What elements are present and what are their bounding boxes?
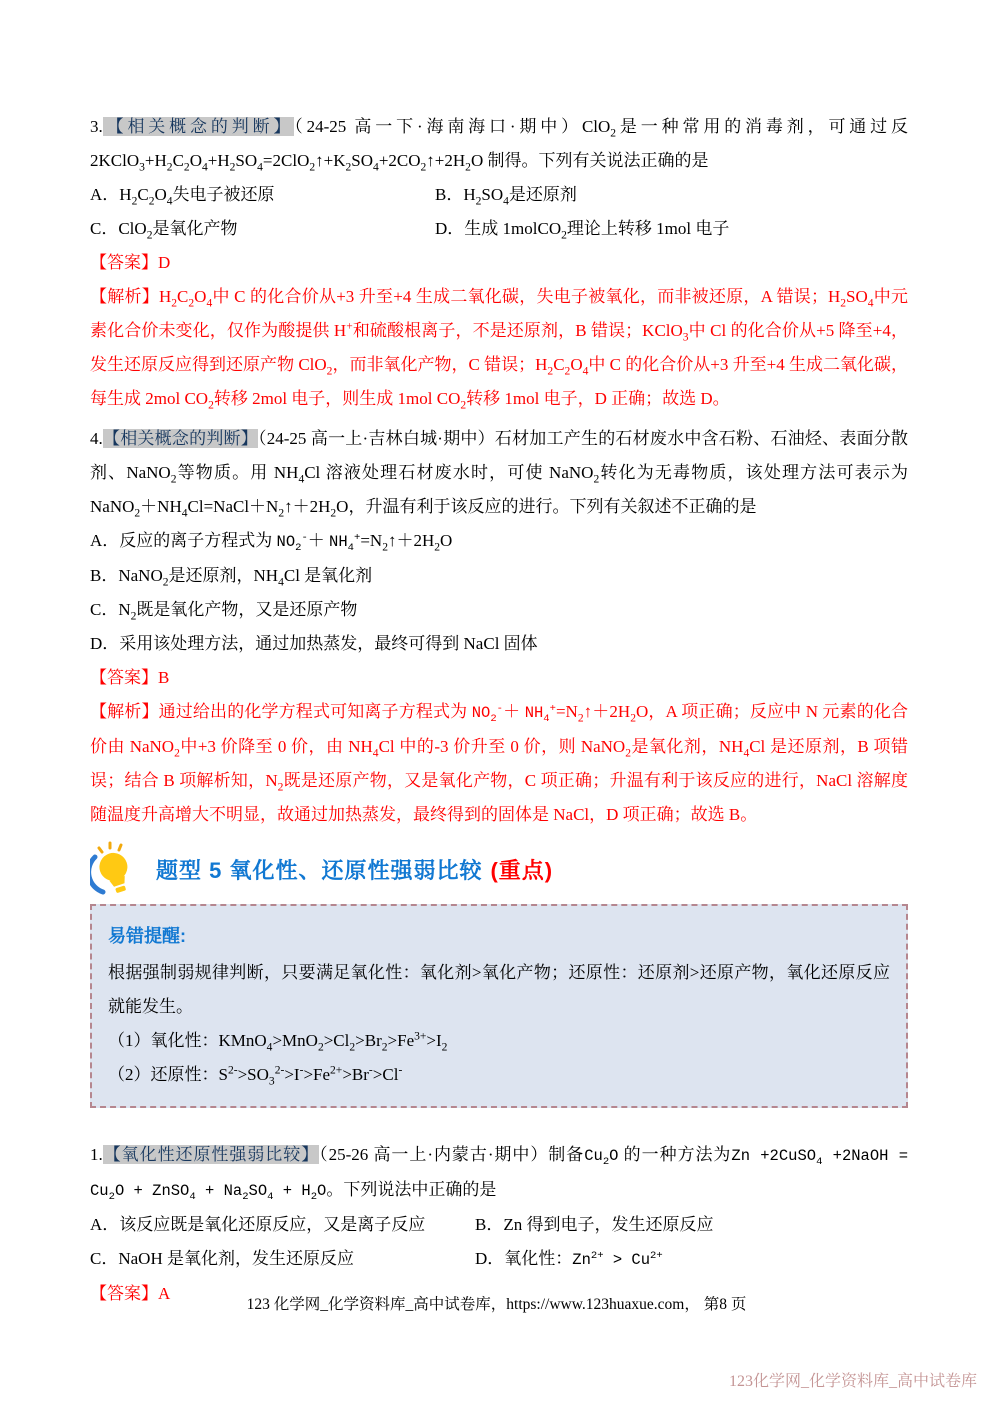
question-4-stem xyxy=(90,422,908,524)
tip-box-item-1: （1）氧化性：$KMnO_4>MnO_2>Cl_2>Br_2>Fe^{3+}>I_2$ xyxy=(108,1029,448,1054)
option-text: 氧化性：$Zn^{2+} > Cu^{2+}$ xyxy=(504,1249,663,1269)
option-text: $H_2SO_4$是还原剂 xyxy=(463,185,577,208)
question-stem-text: （24-25 高一下·海南海口·期中）ClO$_2$是一种常用的消毒剂，可通过反$2KClO_3+H_2C_2O_4+H_2SO_4=2ClO_2↑+K_2SO_4+2CO_2↑+2H_2O$ 制得。下列有关说法正确的是 xyxy=(90,117,909,174)
option-label: D． xyxy=(90,634,120,653)
option-label: C． xyxy=(90,600,119,619)
answer-value: B xyxy=(158,668,170,687)
tip-box-intro: 根据强制弱规律判断，只要满足氧化性：氧化剂>氧化产物；还原性：还原剂>还原产物，氧化还原反应就能发生。 xyxy=(108,963,890,1016)
question-topic-tag: 【相关概念的判断】 xyxy=(102,429,258,448)
tip-box-title: 易错提醒: xyxy=(108,926,186,946)
option-text: NaOH 是氧化剂，发生还原反应 xyxy=(118,1249,354,1268)
option-text: 采用该处理方法，通过加热蒸发，最终可得到 NaCl 固体 xyxy=(119,634,538,653)
answer-value: D xyxy=(158,253,171,272)
option-text: $H_2C_2O_4$失电子被还原 xyxy=(119,185,275,208)
answer-line xyxy=(90,661,908,695)
analysis-label: 【解析】 xyxy=(90,287,159,306)
option-c xyxy=(90,212,435,246)
question-4 xyxy=(90,422,908,832)
answer-label: 【答案】 xyxy=(90,1284,158,1303)
answer-label: 【答案】 xyxy=(90,253,158,272)
option-label: B． xyxy=(475,1215,504,1234)
option-b xyxy=(90,559,908,593)
option-c xyxy=(90,593,908,627)
question-number: 1. xyxy=(90,1145,103,1164)
question-topic-tag: 【相关概念的判断】 xyxy=(102,117,295,136)
option-b xyxy=(475,1208,908,1242)
tip-box-item-2: （2）还原性：$S^{2-}>SO_3^{2-}>I^->Fe^{2+}>Br^->Cl^-$ xyxy=(108,1063,403,1088)
answer-line xyxy=(90,246,908,280)
site-watermark: 123化学网_化学资料库_高中试卷库 xyxy=(728,1373,977,1390)
question-number: 3. xyxy=(90,117,103,136)
option-d xyxy=(435,212,908,246)
question-number: 4. xyxy=(90,429,103,448)
tip-box xyxy=(90,904,908,1108)
page-footer: 123 化学网_化学资料库_高中试卷库，https://www.123huaxue.com， 第8 页 xyxy=(246,1296,747,1313)
option-text: 生成 1molCO$_2$理论上转移 1mol 电子 xyxy=(464,219,730,242)
section-title-text: 题型 5 氧化性、还原性强弱比较 xyxy=(156,857,483,883)
question-3-stem xyxy=(90,110,908,178)
question-3 xyxy=(90,110,908,416)
option-a xyxy=(90,1208,475,1242)
option-d xyxy=(90,627,908,661)
answer-label: 【答案】 xyxy=(90,668,158,687)
question-stem-text: （25-26 高一上·内蒙古·期中）制备$Cu_2O$ 的一种方法为Zn +2CuSO$_4$ +2NaOH = $Cu_2O$ + ZnSO$_4$ + $Na_2SO_4 + H_2O$。下列说法中正确的是 xyxy=(90,1145,909,1204)
section-title xyxy=(156,854,553,885)
option-c xyxy=(90,1242,475,1277)
analysis-label: 【解析】 xyxy=(90,702,159,721)
option-label: A． xyxy=(90,185,120,204)
option-text: NaNO$_2$是还原剂，$NH_4Cl$ 是氧化剂 xyxy=(118,566,373,589)
option-label: B． xyxy=(435,185,464,204)
question-stem-text: （24-25 高一上·吉林白城·期中）石材加工产生的石材废水中含石粉、石油烃、表面分散剂、NaNO$_2$等物质。用 $NH_4Cl$ 溶液处理石材废水时，可使 NaNO$_2$转化为无毒物质，该处理方法可表示为$NaNO_2+NH_4Cl=NaCl+N_2↑+2H_2O$，升温有利于该反应的进行。下列有关叙述不正确的是 xyxy=(90,429,909,520)
option-text: ClO$_2$是氧化产物 xyxy=(118,219,238,242)
section-header xyxy=(90,840,908,898)
option-label: D． xyxy=(435,219,465,238)
section-importance-label: (重点) xyxy=(490,857,554,883)
option-text: Zn 得到电子，发生还原反应 xyxy=(503,1215,714,1234)
option-a xyxy=(90,178,435,212)
page-content xyxy=(90,110,908,1311)
option-label: A． xyxy=(90,531,120,550)
option-label: D． xyxy=(475,1249,505,1268)
option-text: 该反应既是氧化还原反应，又是离子反应 xyxy=(119,1215,426,1234)
option-text: $N_2$既是氧化产物，又是还原产物 xyxy=(118,600,358,623)
option-d xyxy=(475,1242,908,1277)
option-a xyxy=(90,524,908,559)
option-b xyxy=(435,178,908,212)
lightbulb-icon xyxy=(90,840,136,898)
analysis-text: $H_2C_2O_4$中 C 的化合价从+3 升至+4 生成二氧化碳，失电子被氧化，而非被还原，A 错误；$H_2SO_4$中元素化合价未变化，仅作为酸提供 H+和硫酸根离子，不是还原剂，B 错误；KClO$_3$中 Cl 的化合价从+5 降至+4，发生还原反应得到还原产物 ClO$_2$，而非氧化产物，C 错误；$H_2C_2O_4$中 C 的化合价从+3 升至+4 生成二氧化碳，每生成 2mol $CO_2$转移 2mol 电子，则生成 1mol $CO_2$转移 1mol 电子，D 正确；故选 D。 xyxy=(90,287,909,412)
option-text: 反应的离子方程式为 $NO_2^-+$ $NH_4^+=N_2↑+2H_2O$ xyxy=(119,531,453,555)
option-label: C． xyxy=(90,1249,119,1268)
answer-value: A xyxy=(158,1284,171,1303)
option-label: B． xyxy=(90,566,119,585)
question-3-options xyxy=(90,178,908,246)
question-topic-tag: 【氧化性还原性强弱比较】 xyxy=(102,1145,320,1164)
analysis-paragraph xyxy=(90,695,908,832)
analysis-text: 通过给出的化学方程式可知离子方程式为 $NO_2^-+$ $NH_4^+=N_2↑+2H_2O$，A 项正确；反应中 N 元素的化合价由 NaNO$_2$中+3 价降至 0 价，由 $NH_4Cl$ 中的-3 价升至 0 价，则 NaNO$_2$是氧化剂，$NH_4Cl$ 是还原剂，B 项错误；结合 B 项解析知，$N_2$既是还原产物，又是氧化产物，C 项正确；升温有利于该反应的进行，NaCl 溶解度随温度升高增大不明显，故通过加热蒸发，最终得到的固体是 NaCl，D 项正确；故选 B。 xyxy=(90,702,909,824)
question-1 xyxy=(90,1138,908,1311)
question-1-options xyxy=(90,1208,908,1277)
analysis-paragraph xyxy=(90,280,908,416)
question-1-stem xyxy=(90,1138,908,1208)
option-label: C． xyxy=(90,219,119,238)
option-label: A． xyxy=(90,1215,120,1234)
